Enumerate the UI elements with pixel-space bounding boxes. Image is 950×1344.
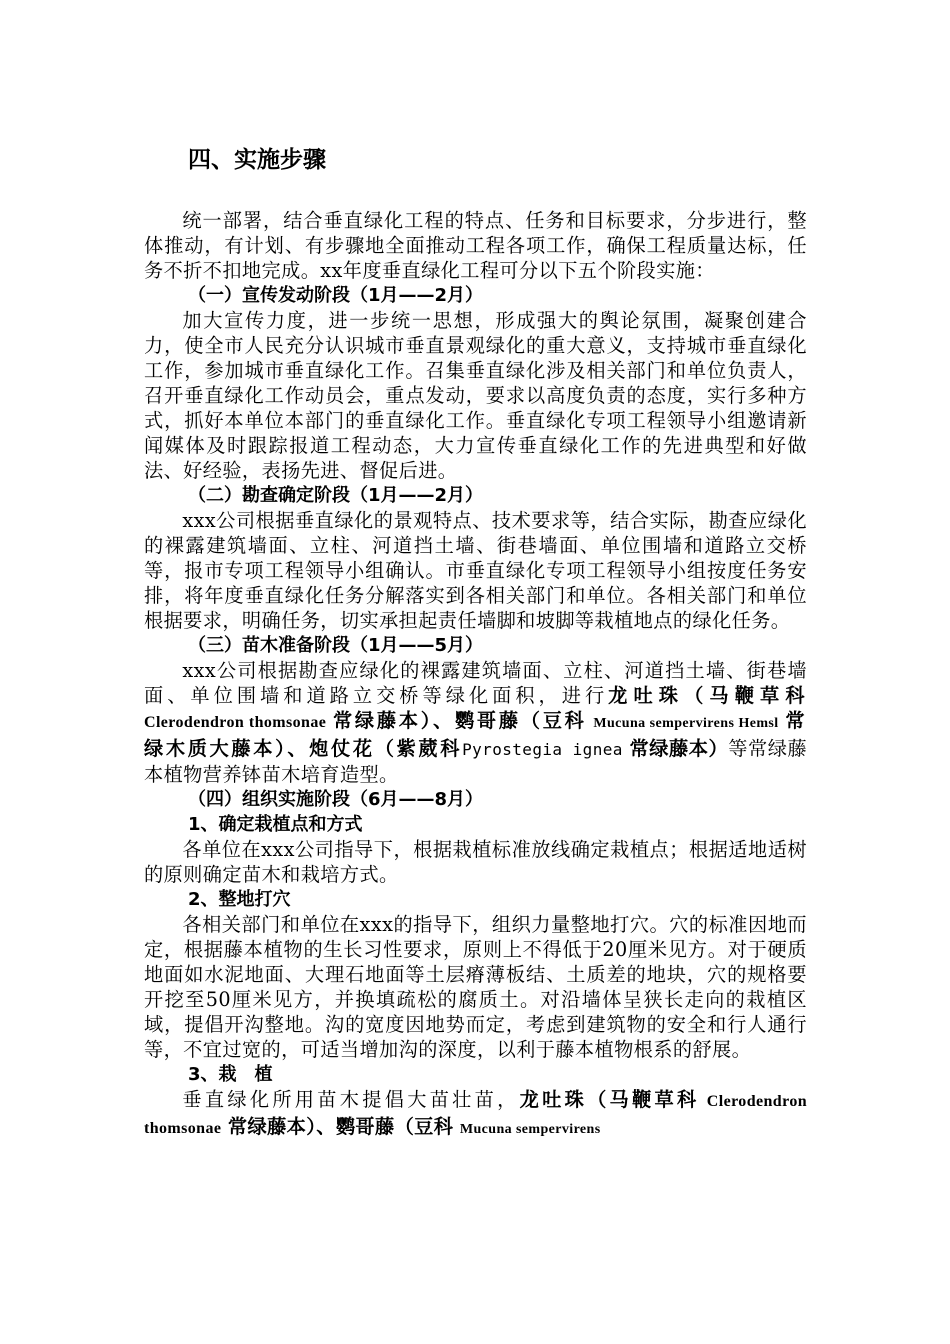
plant-name-yinggeteng: 鹦哥藤 — [455, 709, 521, 732]
plant-latin-name: Mucuna sempervirens — [459, 1122, 601, 1137]
stage2-title: （二）勘查确定阶段（1月——2月） — [188, 485, 484, 506]
plant-name-yinggeteng: 鹦哥藤 — [335, 1115, 395, 1138]
stage3-text: xxx公司根据勘查应绿化的裸露建筑墙面、立柱、河道挡土墙、街巷墙面、单位围墙和道路立交桥等绿化面积，进行 — [144, 659, 807, 707]
stage3-title: （三）苗木准备阶段（1月——5月） — [188, 635, 484, 656]
stage2-body: xxx公司根据垂直绿化的景观特点、技术要求等，结合实际，勘查应绿化的裸露建筑墙面、立柱、河道挡土墙、街巷墙面、单位围墙和道路立交桥等，报市专项工程领导小组确认。市垂直绿化专项工程领导小组按度任务安排，将年度垂直绿化任务分解落实到各相关部门和单位。各相关部门和单位根据要求，明确任务，切实承担起责任墙脚和坡脚等栽植地点的绿化任务。 — [144, 509, 807, 632]
plant-description: 常绿藤本）、 — [333, 709, 455, 732]
stage1-title: （一）宣传发动阶段（1月——2月） — [188, 285, 484, 306]
plant-latin-name: Clerodendron thomsonae — [144, 1093, 808, 1137]
plant-description: 常绿藤本）、 — [227, 1115, 336, 1138]
plant-family: （豆科 — [394, 1115, 454, 1138]
intro-paragraph: 统一部署，结合垂直绿化工程的特点、任务和目标要求，分步进行，整体推动，有计划、有步骤地全面推动工程各项工作，确保工程质量达标，任务不折不扣地完成。xx年度垂直绿化工程可分以下五个阶段实施： — [144, 209, 807, 282]
stage4-title: （四）组织实施阶段（6月——8月） — [188, 789, 484, 810]
stage1-body: 加大宣传力度，进一步统一思想，形成强大的舆论氛围，凝聚创建合力，使全市人民充分认识城市垂直景观绿化的重大意义，支持城市垂直绿化工作，参加城市垂直绿化工作。召集垂直绿化涉及相关部门和单位负责人，召开垂直绿化工作动员会，重点发动，要求以高度负责的态度，实行多种方式，抓好本单位本部门的垂直绿化工作。垂直绿化专项工程领导小组邀请新闻媒体及时跟踪报道工程动态，大力宣传垂直绿化工作的先进典型和好做法、好经验，表扬先进、督促后进。 — [144, 309, 807, 482]
stage4-sub2-title: 2、整地打穴 — [188, 889, 291, 910]
plant-latin-name: Pyrostegia ignea — [462, 740, 623, 759]
sub3-text: 垂直绿化所用苗木提倡大苗壮苗， — [182, 1088, 520, 1111]
plant-description: 常绿藤本） — [629, 737, 729, 760]
plant-description: 常绿木质大藤本）、 — [144, 709, 807, 760]
plant-family: （紫葳科 — [374, 737, 463, 760]
plant-latin-name: Mucuna sempervirens Hemsl — [593, 716, 779, 731]
stage3-text-end: 等常绿藤本植物营养钵苗木培育造型。 — [144, 737, 808, 786]
plant-name-longtuzhu: 龙吐珠 — [608, 684, 685, 707]
plant-latin-name: Clerodendron thomsonae — [144, 714, 327, 731]
plant-family: （马鞭草科 — [684, 684, 808, 707]
section-heading: 四、实施步骤 — [188, 147, 326, 173]
stage4-sub1-title: 1、确定栽植点和方式 — [188, 814, 363, 835]
stage4-sub3-title: 3、栽 植 — [188, 1064, 273, 1085]
document-content — [144, 128, 807, 1142]
stage3-body — [144, 658, 807, 787]
plant-name-paozhanghua: 炮仗花 — [309, 737, 375, 760]
plant-family: （马鞭草科 — [587, 1088, 700, 1111]
plant-name-longtuzhu: 龙吐珠 — [519, 1088, 588, 1111]
plant-family: （豆科 — [520, 709, 587, 732]
stage4-sub3-body — [144, 1087, 807, 1142]
stage4-sub1-body: 各单位在xxx公司指导下，根据栽植标准放线确定栽植点；根据适地适树的原则确定苗木和栽培方式。 — [144, 838, 807, 886]
stage4-sub2-body: 各相关部门和单位在xxx的指导下，组织力量整地打穴。穴的标准因地而定，根据藤本植物的生长习性要求，原则上不得低于20厘米见方。对于硬质地面如水泥地面、大理石地面等土层瘠薄板结、土质差的地块，穴的规格要开挖至50厘米见方，并换填疏松的腐质土。对沿墙体呈狭长走向的栽植区域，提倡开沟整地。沟的宽度因地势而定，考虑到建筑物的安全和行人通行等，不宜过宽的，可适当增加沟的深度，以利于藤本植物根系的舒展。 — [144, 913, 807, 1061]
